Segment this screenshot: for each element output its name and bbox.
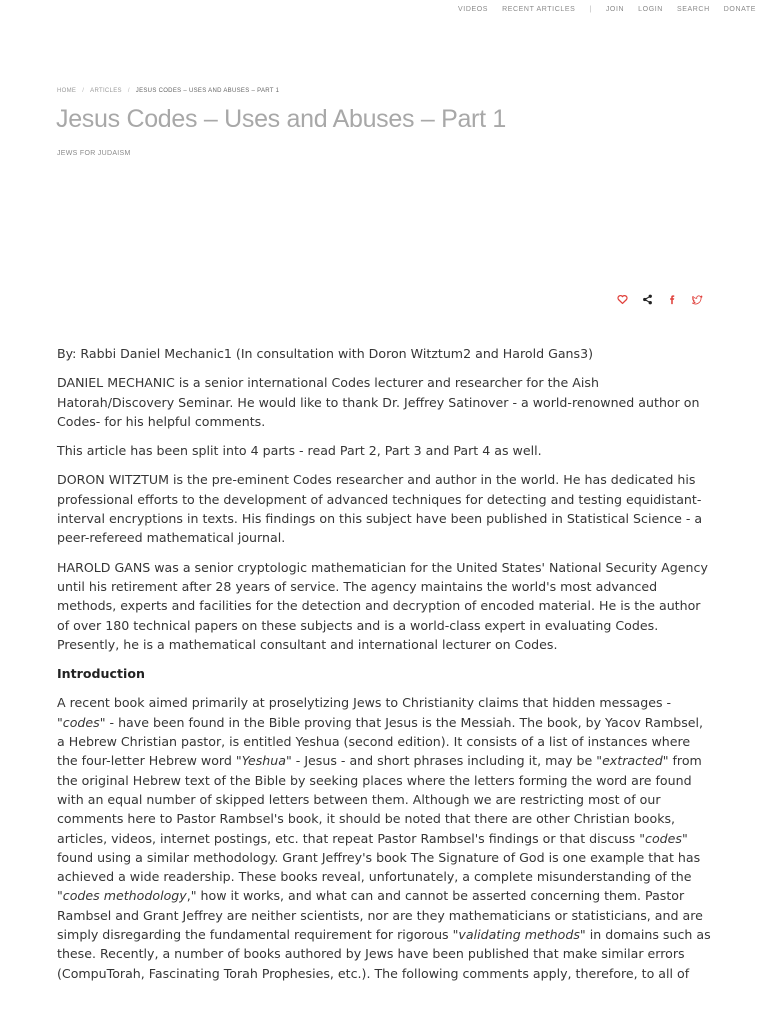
intro-text: " in domains such as these. Recently, a number of books authored by Jews have been published that make similar errors (CompuTorah, Fascinating Torah Prophesies, etc.). The following comments apply, therefore, to all of xyxy=(57,927,711,981)
intro-emphasis: Yeshua xyxy=(241,753,286,769)
bio-witztum: DORON WITZTUM is the pre-eminent Codes researcher and author in the world. He has dedicated his professional efforts to the development of advanced techniques for detecting and testing equidistant-interval encryptions in texts. His findings on this subject have been published in Statistical Science - a peer-refereed mathematical journal. xyxy=(57,472,703,546)
intro-text: ," how it works, and what can and cannot be asserted concerning them. Pastor Rambsel and Grant Jeffrey are neither scientists, nor are they mathematicians or statisticians, and are simply disregarding the fundamental requirement for rigorous " xyxy=(57,888,703,943)
share-bar xyxy=(617,294,703,305)
share-icon[interactable] xyxy=(642,294,653,305)
facebook-icon[interactable] xyxy=(667,294,678,305)
author-tag[interactable]: JEWS FOR JUDAISM xyxy=(57,150,131,157)
twitter-icon[interactable] xyxy=(692,294,703,305)
intro-emphasis: extracted xyxy=(602,753,663,769)
intro-text: " found using a similar methodology. Grant Jeffrey's book The Signature of God is one example that has achieved a wide readership. These books reveal, unfortunately, a complete misunderstanding of the " xyxy=(57,830,701,904)
split-notice: This article has been split into 4 parts - read Part 2, Part 3 and Part 4 as well. xyxy=(57,443,542,459)
nav-search[interactable]: SEARCH xyxy=(676,5,710,13)
intro-emphasis: codes xyxy=(645,830,682,846)
breadcrumb-home[interactable]: HOME xyxy=(57,88,77,94)
intro-emphasis: codes methodology xyxy=(62,888,187,904)
nav-donate[interactable]: DONATE xyxy=(723,5,756,13)
article-body xyxy=(57,344,711,993)
intro-paragraph xyxy=(57,693,711,982)
breadcrumb-current: JESUS CODES – USES AND ABUSES – PART 1 xyxy=(135,88,280,94)
intro-text: " from the original Hebrew text of the Bible by seeking places where the letters forming the word are found with an equal number of skipped letters between them. Although we are restricting most of our comments here to Pastor Rambsel's book, it should be noted that there are other Christian books, articles, videos, internet postings, etc. that repeat Pastor Rambsel's findings or that discuss " xyxy=(57,753,702,846)
nav-separator: | xyxy=(589,5,592,13)
breadcrumb-separator: / xyxy=(127,88,130,94)
breadcrumb-separator: / xyxy=(82,88,85,94)
top-nav xyxy=(458,0,756,18)
breadcrumb xyxy=(57,88,279,94)
nav-videos[interactable]: VIDEOS xyxy=(458,5,489,13)
heart-icon[interactable] xyxy=(617,294,628,305)
intro-text: A recent book aimed primarily at proselytizing Jews to Christianity claims that hidden messages - " xyxy=(57,695,672,730)
intro-text: " - have been found in the Bible proving that Jesus is the Messiah. The book, by Yacov Rambsel, a Hebrew Christian pastor, is entitled Yeshua (second edition). It consists of a list of instances where the four-letter Hebrew word " xyxy=(57,714,704,769)
intro-heading: Introduction xyxy=(57,666,145,682)
nav-recent-articles[interactable]: RECENT ARTICLES xyxy=(502,5,576,13)
breadcrumb-articles[interactable]: ARTICLES xyxy=(90,88,122,94)
intro-emphasis: validating methods xyxy=(458,927,580,943)
nav-join[interactable]: JOIN xyxy=(605,5,625,13)
nav-login[interactable]: LOGIN xyxy=(638,5,663,13)
byline: By: Rabbi Daniel Mechanic1 (In consultation with Doron Witztum2 and Harold Gans3) xyxy=(57,346,594,361)
bio-gans: HAROLD GANS was a senior cryptologic mathematician for the United States' National Security Agency until his retirement after 28 years of service. The agency maintains the world's most advanced methods, experts and facilities for the detection and decryption of encoded material. He is the author of over 180 technical papers on these subjects and is a world-class expert in evaluating Codes. Presently, he is a mathematical consultant and international lecturer on Codes. xyxy=(57,559,708,652)
intro-text: " - Jesus - and short phrases including it, may be " xyxy=(286,753,603,769)
intro-emphasis: codes xyxy=(62,714,100,730)
bio-mechanic: DANIEL MECHANIC is a senior international Codes lecturer and researcher for the Aish Hatorah/Discovery Seminar. He would like to thank Dr. Jeffrey Satinover - a world-renowned author on Codes- for his helpful comments. xyxy=(57,375,700,429)
page-title: Jesus Codes – Uses and Abuses – Part 1 xyxy=(56,105,506,133)
